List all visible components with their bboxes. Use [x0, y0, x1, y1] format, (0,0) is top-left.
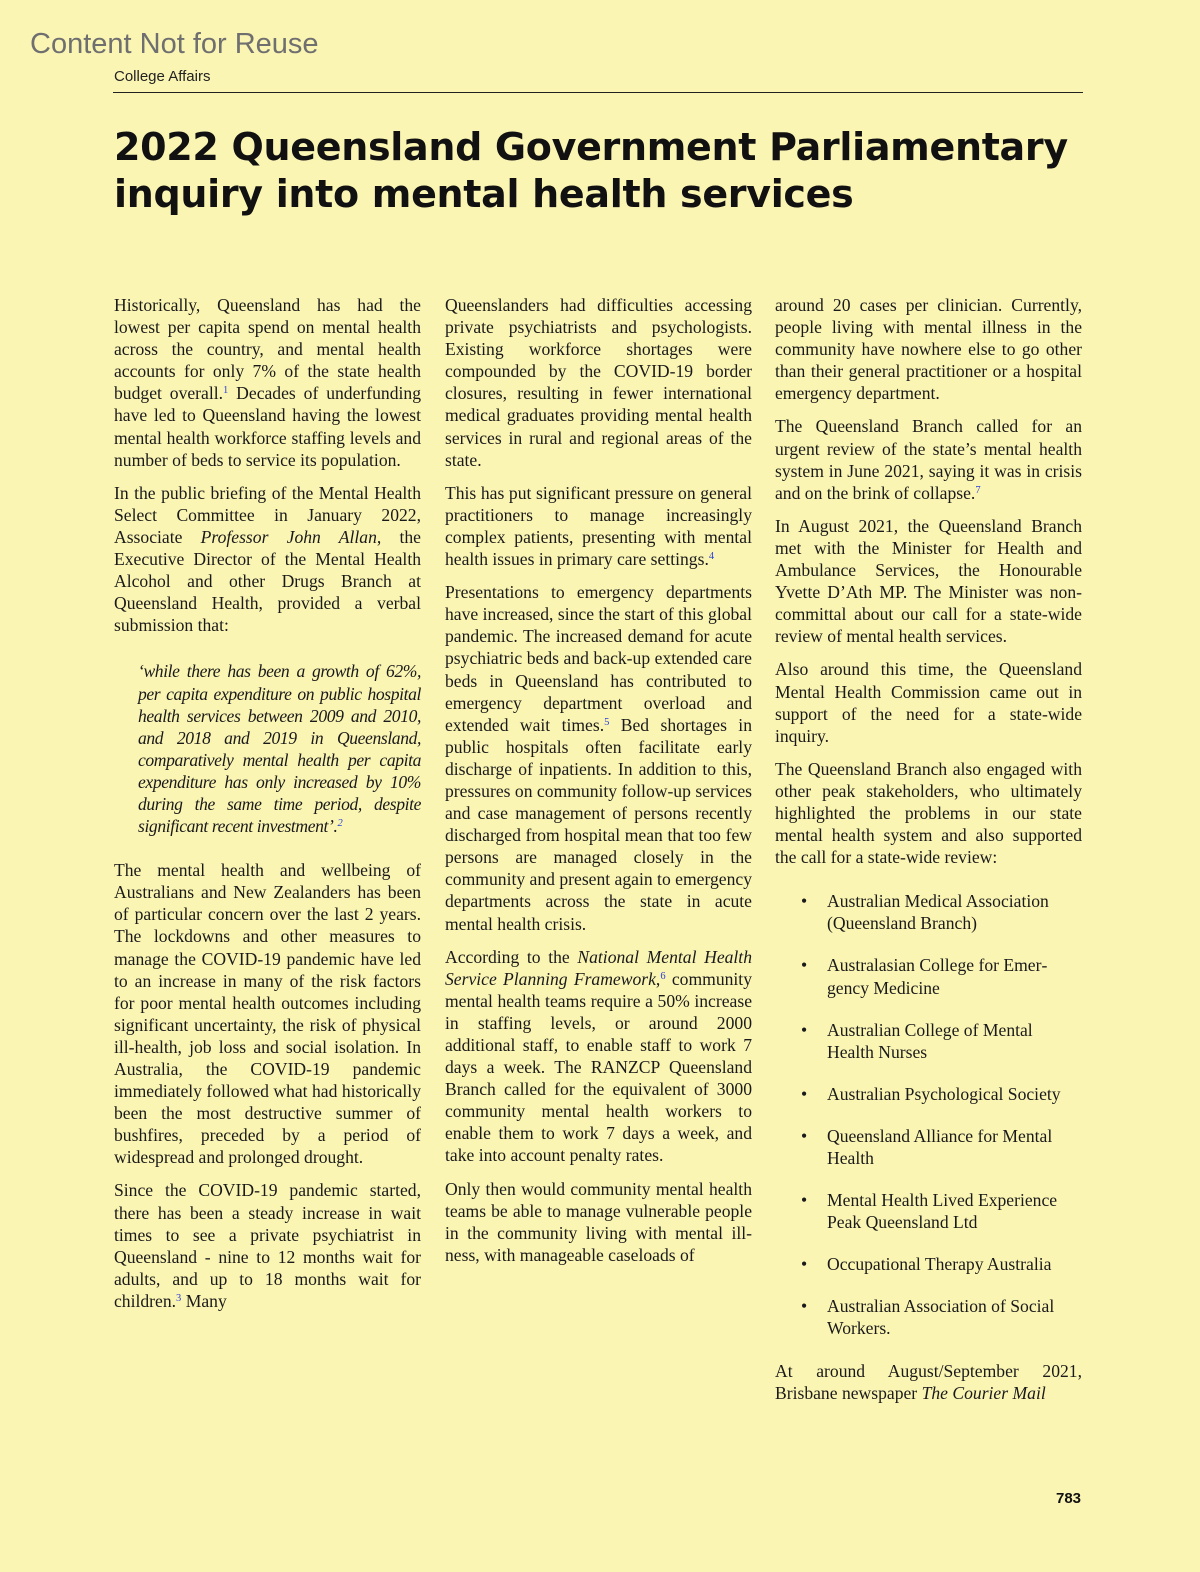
paragraph: around 20 cases per clinician. Currently, people living with mental illness in the community have nowhere else to go other than their general practitioner or a hospital emergency department.	[775, 295, 1082, 404]
list-item: • Australian College of Mental Health Nurses	[775, 1019, 1082, 1063]
list-item: • Occupational Therapy Australia	[775, 1253, 1082, 1275]
text: , the Executive Director of the Mental Health Alcohol and other Drugs Branch at Queensland Health, provided a verbal submission that:	[114, 526, 421, 636]
column-3	[775, 294, 1082, 1415]
text: Many	[181, 1290, 227, 1311]
column-2	[445, 294, 752, 1277]
text: This has put significant pressure on general practitioners to manage increasingly complex patients, presenting with mental health issues in primary care settings.	[445, 482, 752, 570]
paragraph: In August 2021, the Queensland Branch met with the Minister for Health and Ambulance Services, the Honourable Yvette D’Ath MP. The Minister was non-committal about our call for a state-wide review of mental health services.	[775, 515, 1082, 647]
text: Bed shortages in public hospitals often facilitate early discharge of inpatients. In addition to this, pressures on community follow-up services and case management of persons recently discharged from hospital mean that too few persons are managed closely in the community and present again to emergency departments across the state in acute mental health crisis.	[445, 714, 752, 934]
reference-link[interactable]: 4	[708, 551, 715, 563]
paragraph	[775, 415, 1082, 503]
publication-title: National Mental Health Service Planning Framework	[445, 946, 752, 989]
text: In the public briefing of the Mental Health Select Committee in January 2022, Associate	[114, 482, 421, 547]
text: The Queensland Branch called for an urgent review of the state’s mental health system in June 2021, saying it was in crisis and on the brink of collapse.	[775, 416, 1082, 503]
text: At around August/September 2021, Brisbane newspaper	[775, 1360, 1082, 1403]
text: Decades of underfunding have led to Queensland having the lowest mental health workforce staffing levels and number of beds to service its population.	[114, 383, 421, 470]
list-item: • Australian Medical Association (Queensland Branch)	[775, 890, 1082, 934]
list-item: • Australian Psychological Society	[775, 1083, 1082, 1105]
column-1	[114, 294, 421, 1323]
list-item: • Australian Association of Social Workers.	[775, 1295, 1082, 1339]
reference-link[interactable]: 7	[975, 484, 981, 496]
paragraph	[445, 581, 752, 935]
publication-title: The Courier Mail	[921, 1382, 1046, 1403]
paragraph: The mental health and wellbeing of Australians and New Zealanders has been of particular concern over the last 2 years. The lockdowns and other measures to manage the COVID-19 pandemic have led to an increase in many of the risk factors for poor mental health outcomes including significant uncertainty, the risk of physical ill-health, job loss and social isolation. In Australia, the COVID-19 pandemic immediately followed what had historically been the most destructive summer of bushfires, preceded by a period of widespread and prolonged drought.	[114, 860, 421, 1168]
paragraph	[114, 294, 421, 471]
paragraph: Queenslanders had difficulties accessing private psychiatrists and psychologists. Existing workforce shortages were compounded by the COVID-19 border closures, resulting in fewer international medical graduates providing mental health services in rural and regional areas of the state.	[445, 295, 752, 470]
paragraph	[775, 1360, 1082, 1404]
paragraph	[445, 482, 752, 570]
list-item: • Mental Health Lived Experience Peak Queensland Ltd	[775, 1189, 1082, 1233]
paragraph	[114, 1179, 421, 1312]
paragraph: Only then would community mental health teams be able to manage vulnerable people in the community living with mental illness, with manageable caseloads of	[445, 1178, 752, 1265]
reference-link[interactable]: 2	[337, 818, 343, 830]
reference-link[interactable]: 5	[604, 716, 610, 728]
text: Presentations to emergency departments have increased, since the start of this global pandemic. The increased demand for acute psychiatric beds and back-up extended care beds in Queensland has contributed to emergency department overload and extended wait times.	[445, 582, 752, 735]
block-quote	[138, 660, 421, 837]
paragraph	[445, 946, 752, 1167]
section-label: College Affairs	[114, 68, 211, 85]
page-number: 783	[1056, 1490, 1082, 1507]
list-item: • Australasian College for Emergency Medicine	[775, 954, 1082, 998]
list-item: • Queensland Alliance for Mental Health	[775, 1125, 1082, 1169]
text: ,	[655, 968, 661, 989]
text: community mental health teams require a 50% increase in staffing levels, or around 2000 additional staff, to enable staff to work 7 days a week. The RANZCP Queensland Branch called for the equivalent of 3000 community mental health workers to enable them to work 7 days a week, and take into account penalty rates.	[445, 968, 752, 1166]
text: Historically, Queensland has had the lowest per capita spend on mental health across the country, and mental health accounts for only 7% of the state health budget overall.	[114, 295, 421, 404]
header-rule	[113, 92, 1083, 93]
paragraph: The Queensland Branch also engaged with other peak stakeholders, who ultimately highlighted the problems in our state mental health system and also supported the call for a state-wide review:	[775, 758, 1082, 868]
person-name: Professor John Allan	[200, 526, 377, 547]
paragraph: Also around this time, the Queensland Mental Health Commission came out in support of the need for a state-wide inquiry.	[775, 659, 1082, 746]
reference-link[interactable]: 6	[660, 970, 666, 982]
stakeholder-list	[775, 890, 1082, 1339]
reference-link[interactable]: 1	[223, 385, 229, 397]
article-title: 2022 Queensland Government Parliamentary inquiry into mental health services	[114, 125, 1068, 216]
text: Since the COVID-19 pandemic started, there has been a steady increase in wait times to see a private psychiatrist in Queensland - nine to 12 months wait for adults, and up to 18 months wait for children.	[114, 1180, 421, 1311]
paragraph	[114, 482, 421, 637]
reference-link[interactable]: 3	[176, 1292, 182, 1304]
quote-text: ‘while there has been a growth of 62%, per capita expenditure on public hospital health services between 2009 and 2010, and 2018 and 2019 in Queensland, comparatively mental health per capita expenditure has only increased by 10% during the same time period, despite significant recent investment’.	[138, 661, 421, 837]
watermark: Content Not for Reuse	[30, 28, 319, 60]
text: According to the	[445, 946, 578, 967]
